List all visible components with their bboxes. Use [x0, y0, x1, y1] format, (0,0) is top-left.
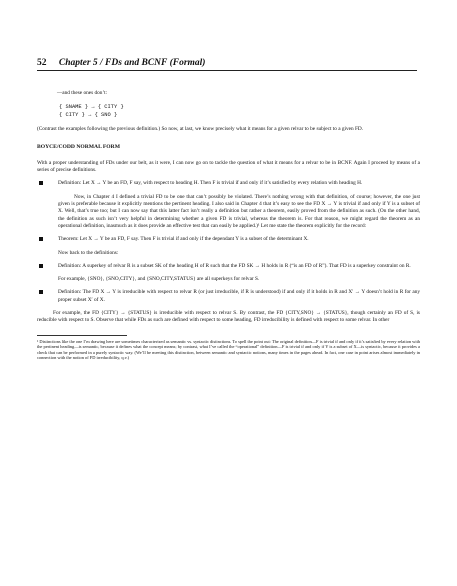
footnote-divider [37, 335, 127, 336]
definition-text: Definition: Let X → Y be an FD, F say, with respect to heading H. Then F is trivial if and only if it’s satisfied by every relation with heading H. [58, 180, 363, 187]
page-header [37, 58, 417, 71]
code-line: { CITY } → { SNO } [59, 112, 118, 119]
definition-irreducible [37, 289, 420, 304]
code-line: { SNAME } → { CITY } [59, 104, 124, 111]
paragraph-superkey-example: For example, {SNO}, {SNO,CITY}, and {SNO,CITY,STATUS} are all superkeys for relvar S. [58, 276, 260, 283]
theorem-trivial [37, 236, 420, 243]
bullet-square-icon [39, 264, 43, 268]
paragraph-contrast: (Contrast the examples following the previous definition.) So now, at last, we know precisely what it means for a given relvar to be subject to a given FD. [37, 126, 364, 133]
bullet-square-icon [39, 237, 43, 241]
definition-text: Definition: The FD X → Y is irreducible with respect to relvar R (or just irreducible, if R is understood) if and only if it holds in R and X′ → Y doesn’t hold in R for any proper subset X′ of X. [58, 289, 420, 303]
page-body [37, 90, 420, 367]
section-heading: BOYCE/CODD NORMAL FORM [37, 143, 120, 150]
theorem-text: Theorem: Let X → Y be an FD, F say. Then F is trivial if and only if the dependant Y is a subset of the determinant X. [58, 236, 309, 243]
intro-text: —and these ones don’t: [57, 90, 108, 96]
definition-trivial [37, 180, 420, 187]
paragraph-trivial-discussion: Now, in Chapter 4 I defined a trivial FD to be one that can’t possibly be violated. There’s nothing wrong with that definition, of course; however, the one just given is preferable because it explicitly mentions the pertinent heading. I also said in Chapter 4 that it’s easy to see the FD X → Y is trivial if and only if Y is a subset of X. Well, that’s true too; but I can now say that this latter fact isn’t really a definition but rather a theorem, easily proved from the definition as such. (On the other hand, the definition as such isn’t very helpful in determining whether a given FD is trivial, whereas the theorem is. For that reason, we might regard the theorem as an operational definition, inasmuch as it does provide an effective test that can easily be applied.)¹ Let me state the theorem explicitly for the record: [58, 193, 420, 229]
bullet-square-icon [39, 290, 43, 294]
bullet-square-icon [39, 181, 43, 185]
paragraph-irreducible-example: For example, the FD {CITY} → {STATUS} is irreducible with respect to relvar S. By contrast, the FD {CITY,SNO} → {STATUS}, though certainly an FD of S, is reducible with respect to S. Observe that while FDs as such are defined with respect to some heading, FD irreducibility is defined with respect to some relvar. In other [37, 310, 420, 324]
paragraph-bcnf-intro: With a proper understanding of FDs under our belt, as it were, I can now go on to tackle the question of what it means for a relvar to be in BCNF. Again I proceed by means of a series of precise definitions. [37, 159, 420, 174]
chapter-title: Chapter 5 / FDs and BCNF (Formal) [58, 58, 206, 68]
footnote: ¹ Distinctions like the one I’m drawing here are sometimes characterized as semantic vs. syntactic distinctions. To spell the point out: The original definition—F is trivial if and only if it’s satisfied by every relation with the pertinent heading—is semantic, because it defines what the concept means; by contrast, what I’ve called the “operational” definition—F is trivial if and only if Y is a subset of X—is syntactic, because it provides a check that can be performed in a purely syntactic way. (We’ll be meeting this distinction, between semantic and syntactic notions, many times in the pages ahead. In fact, one case in point arises almost immediately in connection with the notion of FD irreducibility, q.v.) [37, 338, 420, 361]
definition-text: Definition: A superkey of relvar R is a subset SK of the heading H of R such that the FD SK → H holds in R (“is an FD of R”). That FD is a superkey constraint on R. [58, 262, 411, 269]
page-number: 52 [37, 58, 47, 68]
paragraph-now-back: Now back to the definitions: [58, 249, 119, 256]
definition-superkey [37, 263, 420, 270]
